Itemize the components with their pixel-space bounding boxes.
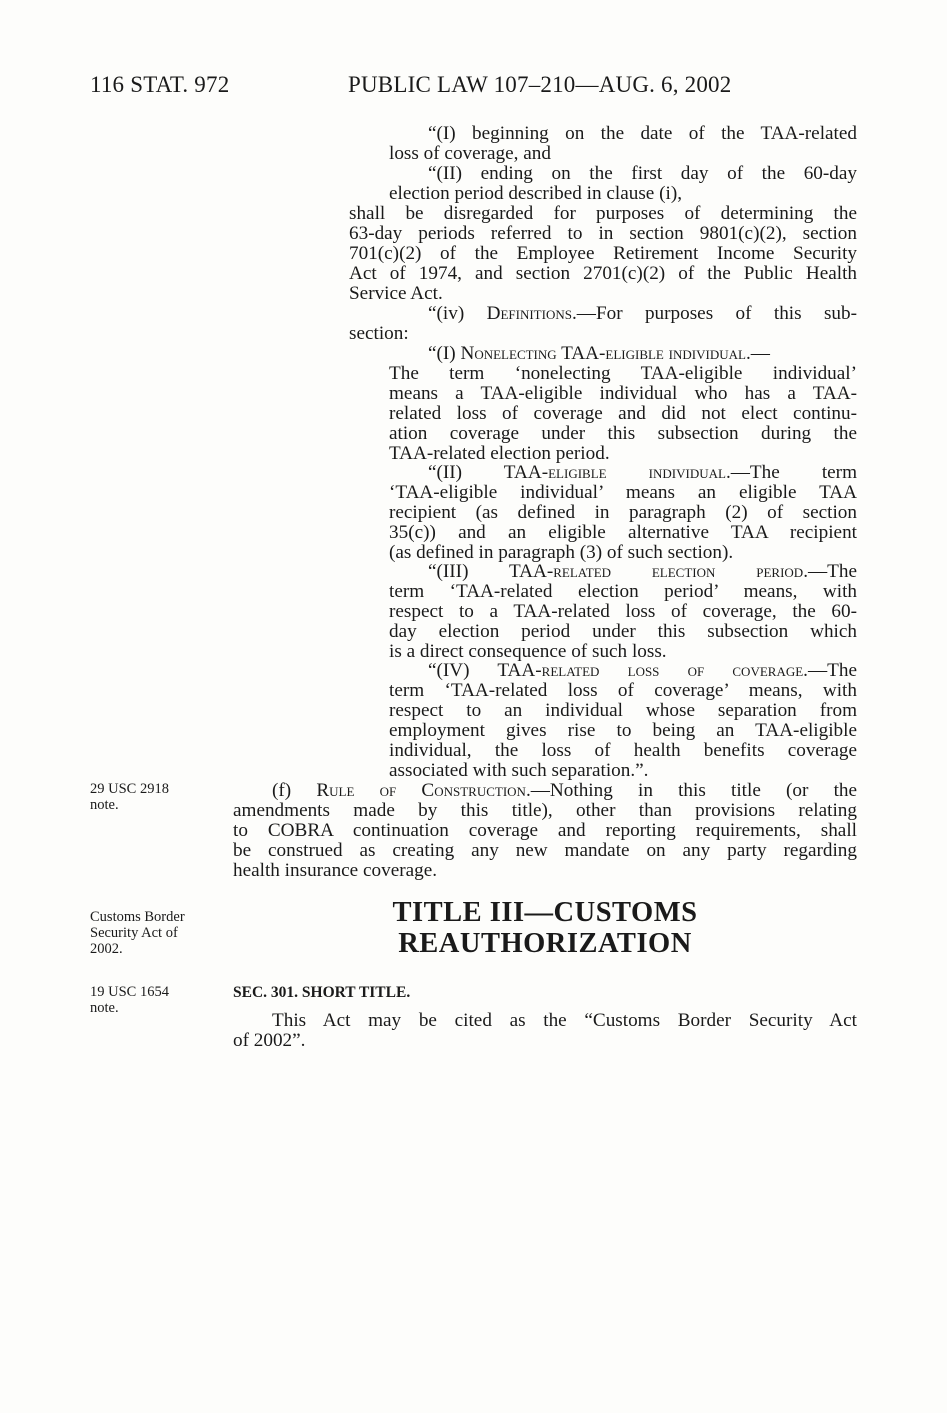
text-line: employment gives rise to being an TAA-eligible [389,720,857,741]
text-line: (as defined in paragraph (3) of such section). [389,542,734,563]
text-line: Service Act. [349,283,443,304]
note-line: 2002. [90,941,123,957]
margin-note-29-usc [90,781,169,813]
text-line: “(II) ending on the first day of the 60-day [428,163,857,184]
margin-note-short-title [90,909,185,957]
text-line: term ‘TAA-related election period’ means, with [389,581,857,602]
text-line: 35(c)) and an eligible alternative TAA recipient [389,522,857,543]
section-heading: SEC. 301. SHORT TITLE. [233,984,411,1001]
text-line: is a direct consequence of such loss. [389,641,667,662]
text-line: related loss of coverage and did not elect continu- [389,403,857,424]
text-line: day election period under this subsection which [389,621,857,642]
note-line: Customs Border [90,909,185,925]
definitions-heading-line: “(iv) Definitions.—For purposes of this sub- [428,303,857,324]
page-stat-number: 116 STAT. 972 [90,72,230,97]
text-line: ‘TAA-eligible individual’ means an eligible TAA [389,482,857,503]
definition-heading-line: “(II) TAA-eligible individual.—The term [428,462,857,483]
rule-heading-line: (f) Rule of Construction.—Nothing in this title (or the [272,780,858,801]
note-line: 19 USC 1654 [90,984,169,1000]
note-line: 29 USC 2918 [90,781,169,797]
text-line: individual, the loss of health benefits coverage [389,740,857,761]
text-line: shall be disregarded for purposes of determining the [349,203,857,224]
text-line: This Act may be cited as the “Customs Border Security Act [272,1010,857,1031]
text-line: means a TAA-eligible individual who has a TAA- [389,383,857,404]
definition-heading: eligible individual [548,462,726,483]
text-line: election period described in clause (i), [389,183,683,204]
definition-heading: related loss of coverage [541,660,804,681]
text-line: recipient (as defined in paragraph (2) of section [389,502,857,523]
text-line: Act of 1974, and section 2701(c)(2) of the Public Health [349,263,857,284]
text-line: term ‘TAA-related loss of coverage’ means, with [389,680,857,701]
note-line: Security Act of [90,925,178,941]
note-line: note. [90,1000,119,1016]
text-line: The term ‘nonelecting TAA-eligible individual’ [389,363,857,384]
definition-heading-line: “(III) TAA-related election period.—The [428,561,858,582]
text-line: of 2002”. [233,1030,306,1051]
text-line: respect to a TAA-related loss of coverage, the 60- [389,601,857,622]
text-line: TAA-related election period. [389,443,610,464]
text-line: be construed as creating any new mandate on any party regarding [233,840,857,861]
text-line: to COBRA continuation coverage and reporting requirements, shall [233,820,857,841]
text-line: respect to an individual whose separation from [389,700,857,721]
text-line: amendments made by this title), other than provisions relating [233,800,857,821]
title-heading-line-1: TITLE III—CUSTOMS [392,897,698,928]
text-line: “(I) beginning on the date of the TAA-related [428,123,857,144]
text-line: 63-day periods referred to in section 9801(c)(2), section [349,223,857,244]
definition-heading: related election period [553,561,804,582]
title-heading-line-2: REAUTHORIZATION [398,928,692,959]
definition-heading: Nonelecting TAA-eligible individual [460,343,746,364]
text-line: health insurance coverage. [233,860,438,881]
text-line: ation coverage under this subsection during the [389,423,857,444]
rule-heading: Rule of Construction [316,780,526,801]
definition-heading-line: “(IV) TAA-related loss of coverage.—The [428,660,857,681]
text-line: associated with such separation.”. [389,760,649,781]
text-line: section: [349,323,409,344]
definitions-heading: Definitions [486,303,572,324]
text-line: 701(c)(2) of the Employee Retirement Income Security [349,243,857,264]
page-law-heading: PUBLIC LAW 107–210—AUG. 6, 2002 [348,72,732,97]
definition-heading-line: “(I) Nonelecting TAA-eligible individual.— [428,343,770,364]
text-line: loss of coverage, and [389,143,551,164]
note-line: note. [90,797,119,813]
margin-note-19-usc [90,984,169,1016]
